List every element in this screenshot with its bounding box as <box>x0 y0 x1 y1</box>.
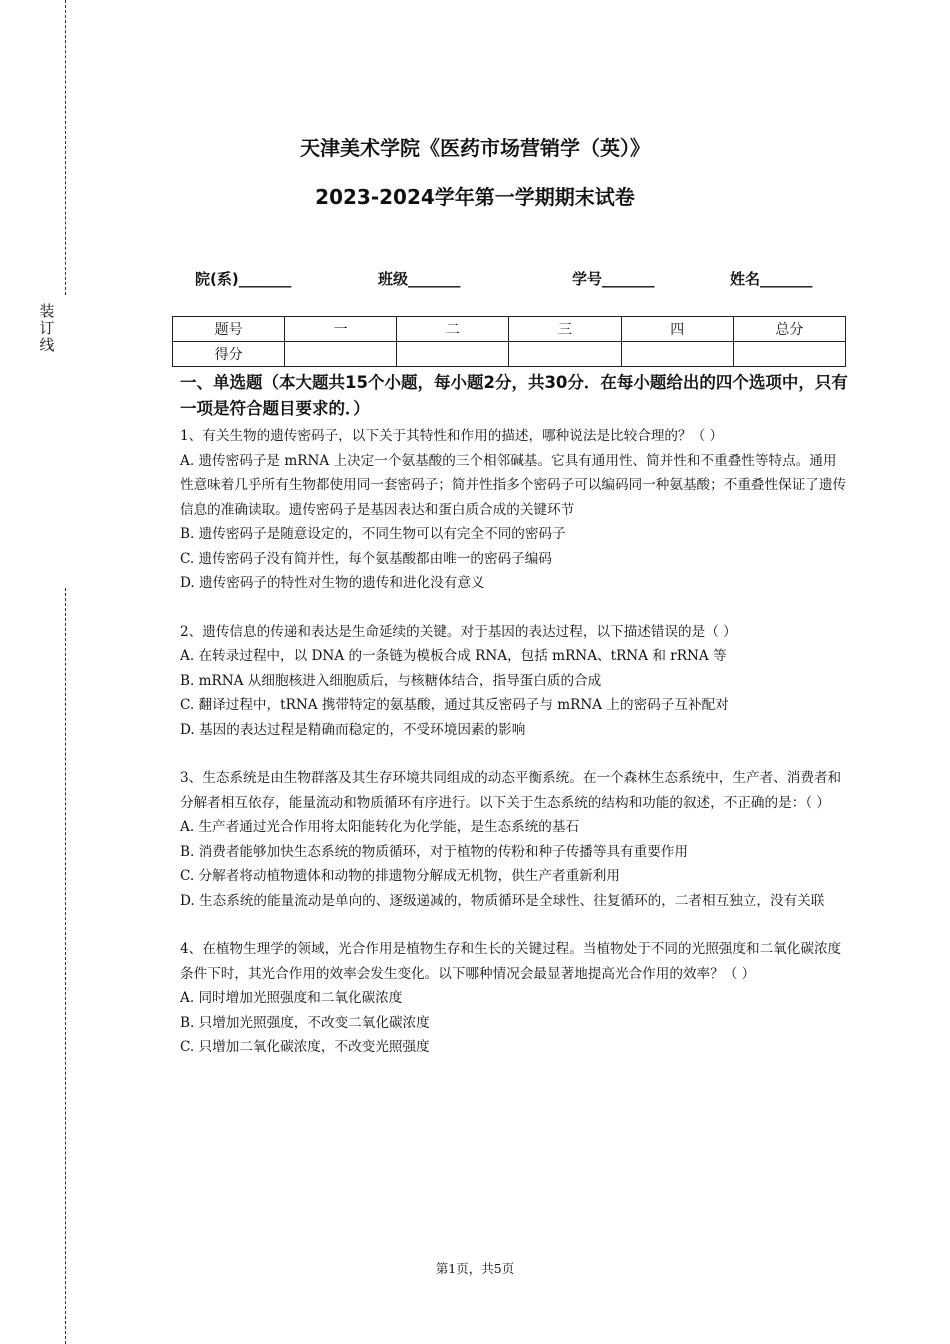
option-b: B. 消费者能够加快生态系统的物质循环，对于植物的传粉和种子传播等具有重要作用 <box>180 843 689 860</box>
option-b: B. 只增加光照强度，不改变二氧化碳浓度 <box>180 1014 430 1031</box>
binding-label: 装 订 线 <box>39 302 55 354</box>
score-table-header-cell: 三 <box>509 317 621 342</box>
score-cell <box>397 342 509 367</box>
score-table-header-cell: 四 <box>621 317 733 342</box>
score-cell <box>509 342 621 367</box>
question-stem: 3、生态系统是由生物群落及其生存环境共同组成的动态平衡系统。在一个森林生态系统中，生产者、消费者和分解者相互依存，能量流动和物质循环有序进行。以下关于生态系统的结构和功能的叙述，不正确的是：（ ） <box>180 770 842 811</box>
option-c: C. 分解者将动植物遗体和动物的排遗物分解成无机物，供生产者重新利用 <box>180 868 620 884</box>
option-d: D. 遗传密码子的特性对生物的遗传和进化没有意义 <box>180 575 485 591</box>
section-heading: 一、单选题（本大题共15个小题，每小题2分，共30分．在每小题给出的四个选项中，只有一项是符合题目要求的．） <box>180 373 848 418</box>
score-cell <box>621 342 733 367</box>
student-id-field: 学号_______ <box>572 270 655 288</box>
question-stem: 4、在植物生理学的领域，光合作用是植物生存和生长的关键过程。当植物处于不同的光照强度和二氧化碳浓度条件下时，其光合作用的效率会发生变化。以下哪种情况会最显著地提高光合作用的效率？（ ） <box>180 941 842 982</box>
option-c: C. 翻译过程中，tRNA 携带特定的氨基酸，通过其反密码子与 mRNA 上的密码子互补配对 <box>180 697 729 713</box>
score-table-header-cell: 一 <box>285 317 397 342</box>
option-d: D. 生态系统的能量流动是单向的、逐级递减的，物质循环是全球性、往复循环的，二者相互独立，没有关联 <box>180 892 825 909</box>
exam-content <box>180 370 848 1060</box>
question-4 <box>180 937 848 1060</box>
score-table-header-cell: 总分 <box>733 317 845 342</box>
question-stem: 2、遗传信息的传递和表达是生命延续的关键。对于基因的表达过程，以下描述错误的是（ ） <box>180 623 737 640</box>
binding-dashed-line-bottom <box>65 588 66 1344</box>
name-field: 姓名_______ <box>730 270 813 288</box>
option-d: D. 基因的表达过程是精确而稳定的，不受环境因素的影响 <box>180 721 526 738</box>
page-footer: 第1页，共5页 <box>435 1261 515 1276</box>
question-spacer <box>180 596 848 620</box>
department-field: 院(系)_______ <box>195 270 292 288</box>
class-field: 班级_______ <box>378 270 461 288</box>
option-b: B. 遗传密码子是随意设定的，不同生物可以有完全不同的密码子 <box>180 526 566 542</box>
option-a: A. 在转录过程中，以 DNA 的一条链为模板合成 RNA，包括 mRNA、tRNA 和 rRNA 等 <box>180 648 727 664</box>
question-1 <box>180 424 848 596</box>
option-c: C. 只增加二氧化碳浓度，不改变光照强度 <box>180 1039 430 1055</box>
option-b: B. mRNA 从细胞核进入细胞质后，与核糖体结合，指导蛋白质的合成 <box>180 672 602 689</box>
question-2 <box>180 620 848 743</box>
option-a: A. 遗传密码子是 mRNA 上决定一个氨基酸的三个相邻碱基。它具有通用性、简并性和不重叠性等特点。通用性意味着几乎所有生物都使用同一套密码子；简并性指多个密码子可以编码同一种氨基酸；不重叠性保证了遗传信息的准确读取。遗传密码子是基因表达和蛋白质合成的关键环节 <box>180 452 847 518</box>
score-cell <box>733 342 845 367</box>
score-table-header-cell: 二 <box>397 317 509 342</box>
exam-subtitle: 2023-2024学年第一学期期末试卷 <box>315 185 635 209</box>
exam-title: 天津美术学院《医药市场营销学（英）》 <box>300 136 650 160</box>
option-a: A. 同时增加光照强度和二氧化碳浓度 <box>180 990 403 1006</box>
score-table-header-row <box>173 317 846 342</box>
score-table <box>172 316 846 367</box>
question-stem: 1、有关生物的遗传密码子，以下关于其特性和作用的描述，哪种说法是比较合理的？（ ） <box>180 428 724 444</box>
score-table-score-row <box>173 342 846 367</box>
score-row-label: 得分 <box>173 342 285 367</box>
question-spacer <box>180 742 848 766</box>
question-3 <box>180 766 848 913</box>
question-spacer <box>180 913 848 937</box>
option-a: A. 生产者通过光合作用将太阳能转化为化学能，是生态系统的基石 <box>180 819 580 835</box>
score-cell <box>285 342 397 367</box>
option-c: C. 遗传密码子没有简并性，每个氨基酸都由唯一的密码子编码 <box>180 550 552 567</box>
score-table-header-cell: 题号 <box>173 317 285 342</box>
